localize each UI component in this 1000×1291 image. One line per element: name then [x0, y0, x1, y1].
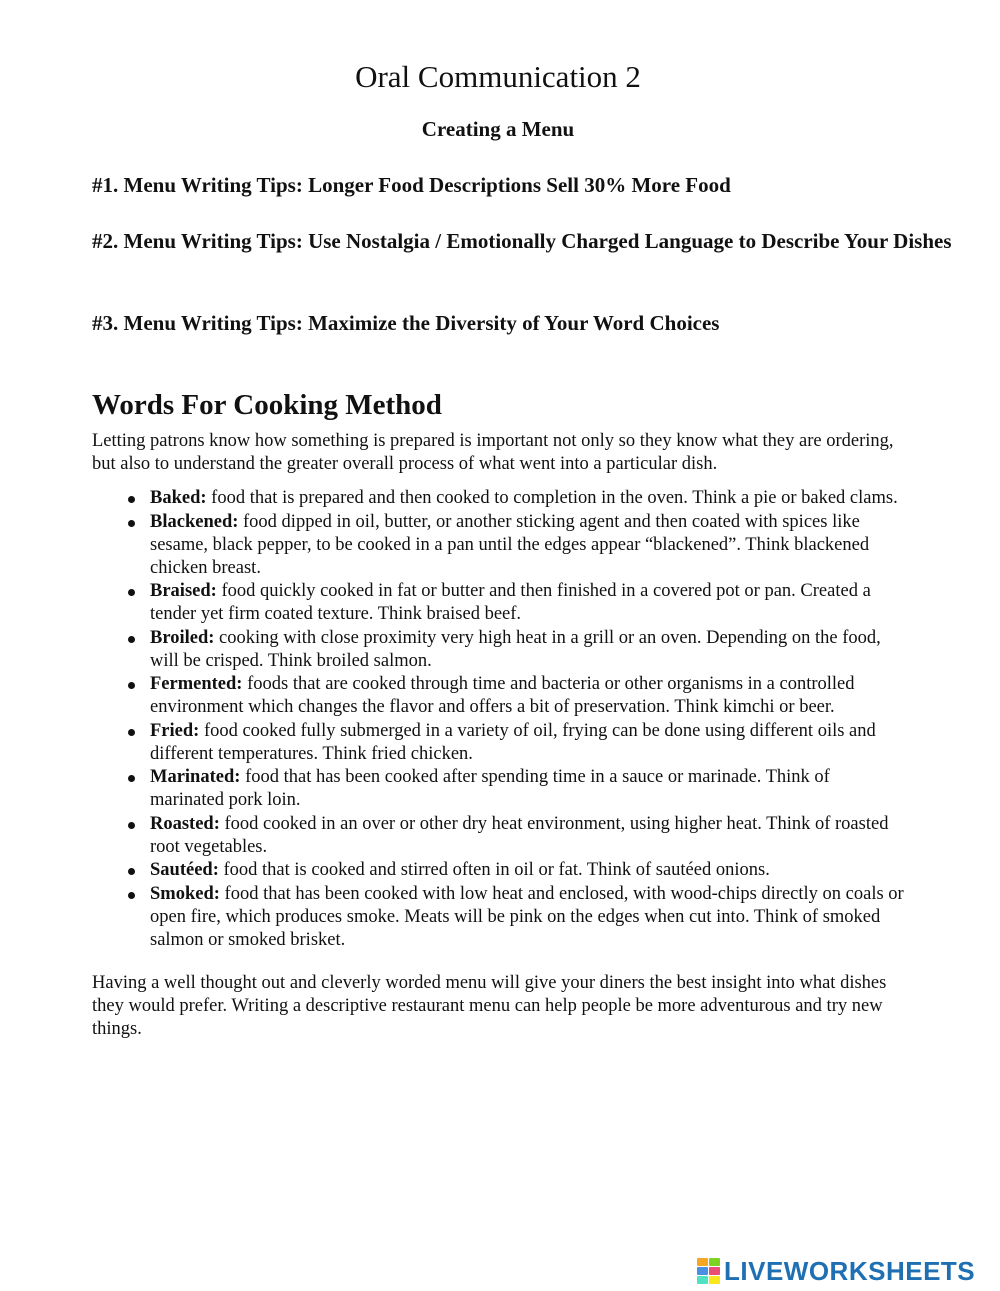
list-item: [150, 627, 907, 673]
list-item: [150, 511, 907, 580]
method-description: food that is cooked and stirred often in oil or fat. Think of sautéed onions.: [218, 860, 770, 880]
method-term: Braised:: [150, 581, 217, 601]
method-description: food dipped in oil, butter, or another sticking agent and then coated with spices like sesame, black pepper, to be cooked in a pan until the edges appear “blackened”. Think blackened chicken breast.: [150, 511, 870, 578]
list-item: [150, 673, 907, 719]
bullet-icon: [128, 682, 135, 689]
logo-cell: [697, 1276, 708, 1284]
bullet-icon: [128, 868, 135, 875]
tip-2: #2. Menu Writing Tips: Use Nostalgia / Emotionally Charged Language to Describe Your Dishes: [92, 229, 952, 253]
method-term: Baked:: [150, 488, 207, 508]
cooking-methods-list: [92, 487, 907, 952]
page-subtitle: Creating a Menu: [421, 117, 575, 141]
method-term: Blackened:: [150, 511, 239, 532]
liveworksheets-logo-icon: [697, 1258, 721, 1284]
method-term: Sautéed:: [150, 860, 219, 880]
method-term: Smoked:: [150, 883, 220, 904]
list-item: [150, 813, 907, 859]
method-term: Roasted:: [150, 813, 220, 834]
list-item: [150, 766, 907, 812]
bullet-icon: [128, 775, 135, 782]
logo-cell: [709, 1258, 720, 1266]
method-term: Fried:: [150, 720, 200, 741]
method-description: food that is prepared and then cooked to completion in the oven. Think a pie or baked clams.: [206, 488, 898, 508]
list-item: [150, 487, 907, 510]
list-item: [150, 859, 907, 882]
bullet-icon: [128, 589, 135, 596]
logo-cell: [697, 1267, 708, 1275]
tip-3: #3. Menu Writing Tips: Maximize the Diversity of Your Word Choices: [92, 311, 720, 335]
method-description: cooking with close proximity very high heat in a grill or an oven. Depending on the food, will be crisped. Think broiled salmon.: [150, 627, 881, 671]
method-description: food cooked in an over or other dry heat environment, using higher heat. Think of roasted root vegetables.: [150, 813, 889, 857]
list-item: [150, 720, 907, 766]
bullet-icon: [128, 822, 135, 829]
method-description: food that has been cooked with low heat and enclosed, with wood-chips directly on coals or open fire, which produces smoke. Meats will be pink on the edges when cut into. Think of smoked salmon or smoked brisket.: [150, 883, 904, 950]
tip-1: #1. Menu Writing Tips: Longer Food Descriptions Sell 30% More Food: [92, 173, 731, 197]
liveworksheets-logo[interactable]: [697, 1256, 975, 1286]
method-term: Broiled:: [150, 627, 215, 648]
method-description: foods that are cooked through time and bacteria or other organisms in a controlled environment which changes the flavor and offers a bit of preservation. Think kimchi or beer.: [150, 674, 855, 717]
section-intro: Letting patrons know how something is prepared is important not only so they know what they are ordering, but also to understand the greater overall process of what went into a particular dish.: [92, 431, 894, 474]
bullet-icon: [128, 520, 135, 527]
list-item: [150, 883, 907, 952]
bullet-icon: [128, 636, 135, 643]
method-term: Marinated:: [150, 767, 241, 787]
method-term: Fermented:: [150, 674, 243, 694]
section-heading: Words For Cooking Method: [92, 389, 442, 421]
closing-paragraph: Having a well thought out and cleverly worded menu will give your diners the best insight into what dishes they would prefer. Writing a descriptive restaurant menu can help people be more adventurous and try new things.: [92, 973, 887, 1039]
bullet-icon: [128, 892, 135, 899]
method-description: food that has been cooked after spending time in a sauce or marinade. Think of marinated pork loin.: [150, 767, 830, 810]
page-title: Oral Communication 2: [355, 59, 641, 94]
list-item: [150, 580, 907, 626]
logo-cell: [709, 1267, 720, 1275]
method-description: food cooked fully submerged in a variety of oil, frying can be done using different oils and different temperatures. Think fried chicken.: [150, 720, 876, 764]
bullet-icon: [128, 729, 135, 736]
logo-cell: [709, 1276, 720, 1284]
brand-name: LIVEWORKSHEETS: [724, 1256, 976, 1286]
logo-cell: [697, 1258, 708, 1266]
bullet-icon: [128, 496, 135, 503]
method-description: food quickly cooked in fat or butter and then finished in a covered pot or pan. Created a tender yet firm coated texture. Think braised beef.: [150, 581, 871, 624]
